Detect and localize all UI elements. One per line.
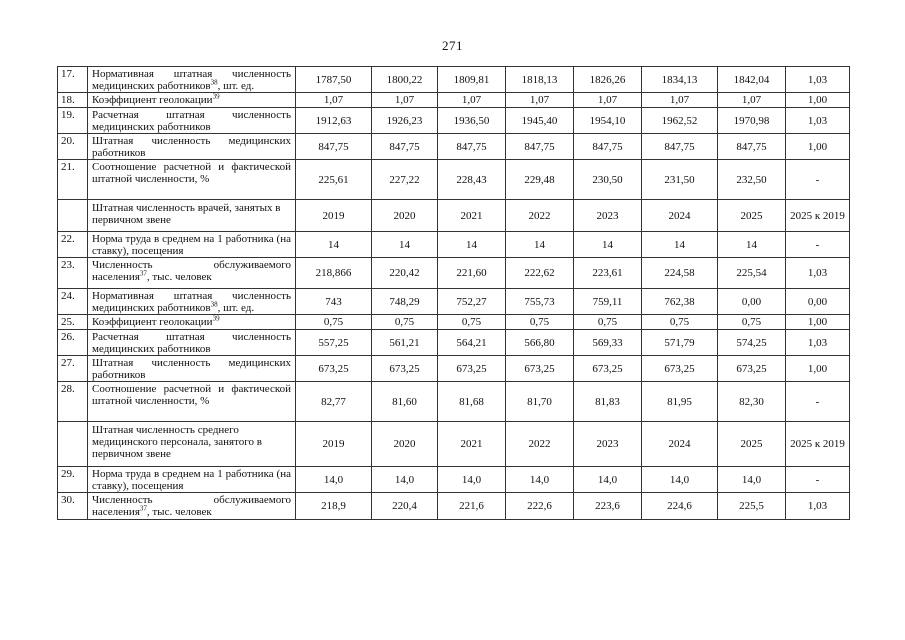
table-row <box>58 160 850 200</box>
value-cell: 1926,23 <box>372 108 438 134</box>
row-number-cell: 19. <box>58 108 88 134</box>
row-number-cell: 17. <box>58 67 88 93</box>
value-cell: 1,07 <box>506 93 574 108</box>
footnote-marker: 39 <box>212 314 220 323</box>
indicator-label-text: Норма труда в среднем на 1 работника (на ставку), посещения <box>92 468 291 492</box>
value-cell: 218,866 <box>296 258 372 289</box>
value-cell: 1834,13 <box>642 67 718 93</box>
value-cell: 673,25 <box>438 356 506 382</box>
indicator-label-cell <box>88 134 296 160</box>
indicator-label-cell <box>88 356 296 382</box>
value-cell: 759,11 <box>574 289 642 315</box>
value-cell: 81,70 <box>506 382 574 422</box>
value-cell: 225,61 <box>296 160 372 200</box>
value-cell: 564,21 <box>438 330 506 356</box>
value-cell: 1,00 <box>786 315 850 330</box>
indicator-unit-text: , шт. ед. <box>217 302 255 314</box>
value-cell: 557,25 <box>296 330 372 356</box>
value-cell: 228,43 <box>438 160 506 200</box>
indicator-label-text: Нормативная штатная численность медицинских работников <box>92 68 291 92</box>
row-number-cell <box>58 422 88 467</box>
value-cell: 0,75 <box>718 315 786 330</box>
value-cell: 14,0 <box>574 467 642 493</box>
value-cell: 229,48 <box>506 160 574 200</box>
indicator-unit-text: , тыс. человек <box>146 271 212 283</box>
value-cell: 224,6 <box>642 493 718 520</box>
value-cell: 222,6 <box>506 493 574 520</box>
indicator-label-text: Коэффициент геолокации <box>92 94 213 106</box>
value-cell: 1954,10 <box>574 108 642 134</box>
value-cell: 1945,40 <box>506 108 574 134</box>
value-cell: 1842,04 <box>718 67 786 93</box>
table-section-header-row <box>58 200 850 232</box>
value-cell: 230,50 <box>574 160 642 200</box>
value-cell: 0,75 <box>642 315 718 330</box>
year-header-cell: 2021 <box>438 200 506 232</box>
indicator-label-text: Расчетная штатная численность медицинских работников <box>92 109 291 133</box>
table-row <box>58 382 850 422</box>
year-header-cell: 2019 <box>296 422 372 467</box>
indicator-label-text: Численность обслуживаемого населения <box>92 494 291 518</box>
footnote-marker: 37 <box>139 269 147 278</box>
value-cell: 847,75 <box>372 134 438 160</box>
value-cell: 1,03 <box>786 258 850 289</box>
indicator-label-cell <box>88 382 296 422</box>
value-cell: 14,0 <box>296 467 372 493</box>
indicator-label-cell <box>88 315 296 330</box>
value-cell: 222,62 <box>506 258 574 289</box>
indicator-label-cell <box>88 160 296 200</box>
value-cell: 1,03 <box>786 67 850 93</box>
table-row <box>58 134 850 160</box>
table-row <box>58 108 850 134</box>
indicator-label-text: Нормативная штатная численность медицинских работников <box>92 290 291 314</box>
indicator-label-text: Расчетная штатная численность медицинских работников <box>92 331 291 355</box>
indicator-label-cell <box>88 467 296 493</box>
value-cell: 223,61 <box>574 258 642 289</box>
indicator-label-text: Штатная численность среднего медицинского персонала, занятого в первичном звене <box>92 424 262 460</box>
value-cell: 743 <box>296 289 372 315</box>
value-cell: 847,75 <box>296 134 372 160</box>
value-cell: 571,79 <box>642 330 718 356</box>
indicator-label-cell <box>88 67 296 93</box>
year-header-cell: 2025 к 2019 <box>786 422 850 467</box>
value-cell: 574,25 <box>718 330 786 356</box>
value-cell: 1,07 <box>718 93 786 108</box>
statistics-table <box>57 66 850 520</box>
value-cell: 218,9 <box>296 493 372 520</box>
value-cell: 14,0 <box>506 467 574 493</box>
indicator-label-text: Коэффициент геолокации <box>92 316 213 328</box>
section-title-cell <box>88 200 296 232</box>
year-header-cell: 2025 к 2019 <box>786 200 850 232</box>
year-header-cell: 2023 <box>574 422 642 467</box>
value-cell: 1,00 <box>786 356 850 382</box>
indicator-label-cell <box>88 258 296 289</box>
value-cell: 1962,52 <box>642 108 718 134</box>
row-number-cell <box>58 200 88 232</box>
indicator-label-text: Соотношение расчетной и фактической штатной численности, % <box>92 383 291 407</box>
value-cell: 14,0 <box>438 467 506 493</box>
value-cell: 673,25 <box>372 356 438 382</box>
indicator-label-text: Штатная численность медицинских работников <box>92 135 291 159</box>
value-cell: 673,25 <box>718 356 786 382</box>
value-cell: 847,75 <box>438 134 506 160</box>
value-cell: 221,60 <box>438 258 506 289</box>
value-cell: 14 <box>642 232 718 258</box>
value-cell: 1787,50 <box>296 67 372 93</box>
indicator-label-cell <box>88 93 296 108</box>
section-title-cell <box>88 422 296 467</box>
indicator-label-cell <box>88 493 296 520</box>
value-cell: 220,4 <box>372 493 438 520</box>
year-header-cell: 2019 <box>296 200 372 232</box>
year-header-cell: 2023 <box>574 200 642 232</box>
value-cell: 847,75 <box>642 134 718 160</box>
row-number-cell: 28. <box>58 382 88 422</box>
year-header-cell: 2021 <box>438 422 506 467</box>
table-row <box>58 493 850 520</box>
footnote-marker: 37 <box>139 504 147 513</box>
value-cell: 1,00 <box>786 93 850 108</box>
year-header-cell: 2025 <box>718 200 786 232</box>
value-cell: 14 <box>574 232 642 258</box>
table-row <box>58 289 850 315</box>
page-number: 271 <box>442 38 463 53</box>
value-cell: 1,03 <box>786 108 850 134</box>
value-cell: 762,38 <box>642 289 718 315</box>
value-cell: - <box>786 160 850 200</box>
value-cell: 1809,81 <box>438 67 506 93</box>
year-header-cell: 2020 <box>372 200 438 232</box>
value-cell: 1818,13 <box>506 67 574 93</box>
value-cell: 1,00 <box>786 134 850 160</box>
value-cell: 232,50 <box>718 160 786 200</box>
value-cell: 752,27 <box>438 289 506 315</box>
value-cell: 847,75 <box>574 134 642 160</box>
value-cell: 231,50 <box>642 160 718 200</box>
value-cell: 220,42 <box>372 258 438 289</box>
year-header-cell: 2022 <box>506 200 574 232</box>
year-header-cell: 2024 <box>642 200 718 232</box>
value-cell: 81,95 <box>642 382 718 422</box>
indicator-label-cell <box>88 232 296 258</box>
value-cell: 673,25 <box>642 356 718 382</box>
value-cell: 227,22 <box>372 160 438 200</box>
value-cell: 1,07 <box>642 93 718 108</box>
row-number-cell: 26. <box>58 330 88 356</box>
row-number-cell: 22. <box>58 232 88 258</box>
row-number-cell: 27. <box>58 356 88 382</box>
value-cell: 847,75 <box>506 134 574 160</box>
value-cell: 81,68 <box>438 382 506 422</box>
value-cell: 673,25 <box>296 356 372 382</box>
value-cell: 847,75 <box>718 134 786 160</box>
value-cell: 224,58 <box>642 258 718 289</box>
value-cell: 673,25 <box>506 356 574 382</box>
value-cell: - <box>786 467 850 493</box>
table-row <box>58 258 850 289</box>
row-number-cell: 25. <box>58 315 88 330</box>
value-cell: 14,0 <box>372 467 438 493</box>
row-number-cell: 20. <box>58 134 88 160</box>
indicator-label-text: Штатная численность медицинских работников <box>92 357 291 381</box>
value-cell: 0,75 <box>372 315 438 330</box>
value-cell: 673,25 <box>574 356 642 382</box>
table-row <box>58 67 850 93</box>
value-cell: 748,29 <box>372 289 438 315</box>
value-cell: 1912,63 <box>296 108 372 134</box>
value-cell: 223,6 <box>574 493 642 520</box>
indicator-label-cell <box>88 108 296 134</box>
year-header-cell: 2025 <box>718 422 786 467</box>
value-cell: 14 <box>296 232 372 258</box>
row-number-cell: 23. <box>58 258 88 289</box>
footnote-marker: 38 <box>210 78 218 87</box>
value-cell: 561,21 <box>372 330 438 356</box>
value-cell: 0,75 <box>506 315 574 330</box>
table-row <box>58 232 850 258</box>
value-cell: 0,75 <box>438 315 506 330</box>
row-number-cell: 30. <box>58 493 88 520</box>
value-cell: - <box>786 382 850 422</box>
value-cell: 221,6 <box>438 493 506 520</box>
table-section-header-row <box>58 422 850 467</box>
row-number-cell: 29. <box>58 467 88 493</box>
value-cell: 1970,98 <box>718 108 786 134</box>
table-row <box>58 330 850 356</box>
value-cell: 225,54 <box>718 258 786 289</box>
value-cell: 1,03 <box>786 493 850 520</box>
row-number-cell: 24. <box>58 289 88 315</box>
row-number-cell: 21. <box>58 160 88 200</box>
indicator-label-cell <box>88 289 296 315</box>
indicator-unit-text: , шт. ед. <box>217 80 255 92</box>
table-body <box>58 67 850 520</box>
indicator-label-text: Соотношение расчетной и фактической штатной численности, % <box>92 161 291 185</box>
value-cell: 0,00 <box>786 289 850 315</box>
year-header-cell: 2020 <box>372 422 438 467</box>
value-cell: 1,07 <box>438 93 506 108</box>
value-cell: 0,75 <box>296 315 372 330</box>
value-cell: 566,80 <box>506 330 574 356</box>
indicator-unit-text: , тыс. человек <box>146 506 212 518</box>
value-cell: 14,0 <box>642 467 718 493</box>
value-cell: 1,07 <box>296 93 372 108</box>
value-cell: 1,03 <box>786 330 850 356</box>
value-cell: 14 <box>718 232 786 258</box>
year-header-cell: 2024 <box>642 422 718 467</box>
indicator-label-text: Численность обслуживаемого населения <box>92 259 291 283</box>
value-cell: 81,60 <box>372 382 438 422</box>
value-cell: 14,0 <box>718 467 786 493</box>
value-cell: 14 <box>506 232 574 258</box>
table-row <box>58 315 850 330</box>
indicator-label-text: Штатная численность врачей, занятых в первичном звене <box>92 202 281 226</box>
value-cell: 1936,50 <box>438 108 506 134</box>
table-row <box>58 467 850 493</box>
value-cell: 569,33 <box>574 330 642 356</box>
value-cell: 225,5 <box>718 493 786 520</box>
value-cell: 82,30 <box>718 382 786 422</box>
indicator-label-cell <box>88 330 296 356</box>
value-cell: 14 <box>438 232 506 258</box>
footnote-marker: 39 <box>212 92 220 101</box>
value-cell: 81,83 <box>574 382 642 422</box>
value-cell: 82,77 <box>296 382 372 422</box>
value-cell: 0,75 <box>574 315 642 330</box>
footnote-marker: 38 <box>210 300 218 309</box>
table-row <box>58 356 850 382</box>
value-cell: 1800,22 <box>372 67 438 93</box>
year-header-cell: 2022 <box>506 422 574 467</box>
row-number-cell: 18. <box>58 93 88 108</box>
table-row <box>58 93 850 108</box>
value-cell: 1826,26 <box>574 67 642 93</box>
value-cell: - <box>786 232 850 258</box>
value-cell: 755,73 <box>506 289 574 315</box>
value-cell: 0,00 <box>718 289 786 315</box>
value-cell: 1,07 <box>574 93 642 108</box>
indicator-label-text: Норма труда в среднем на 1 работника (на ставку), посещения <box>92 233 291 257</box>
value-cell: 14 <box>372 232 438 258</box>
value-cell: 1,07 <box>372 93 438 108</box>
